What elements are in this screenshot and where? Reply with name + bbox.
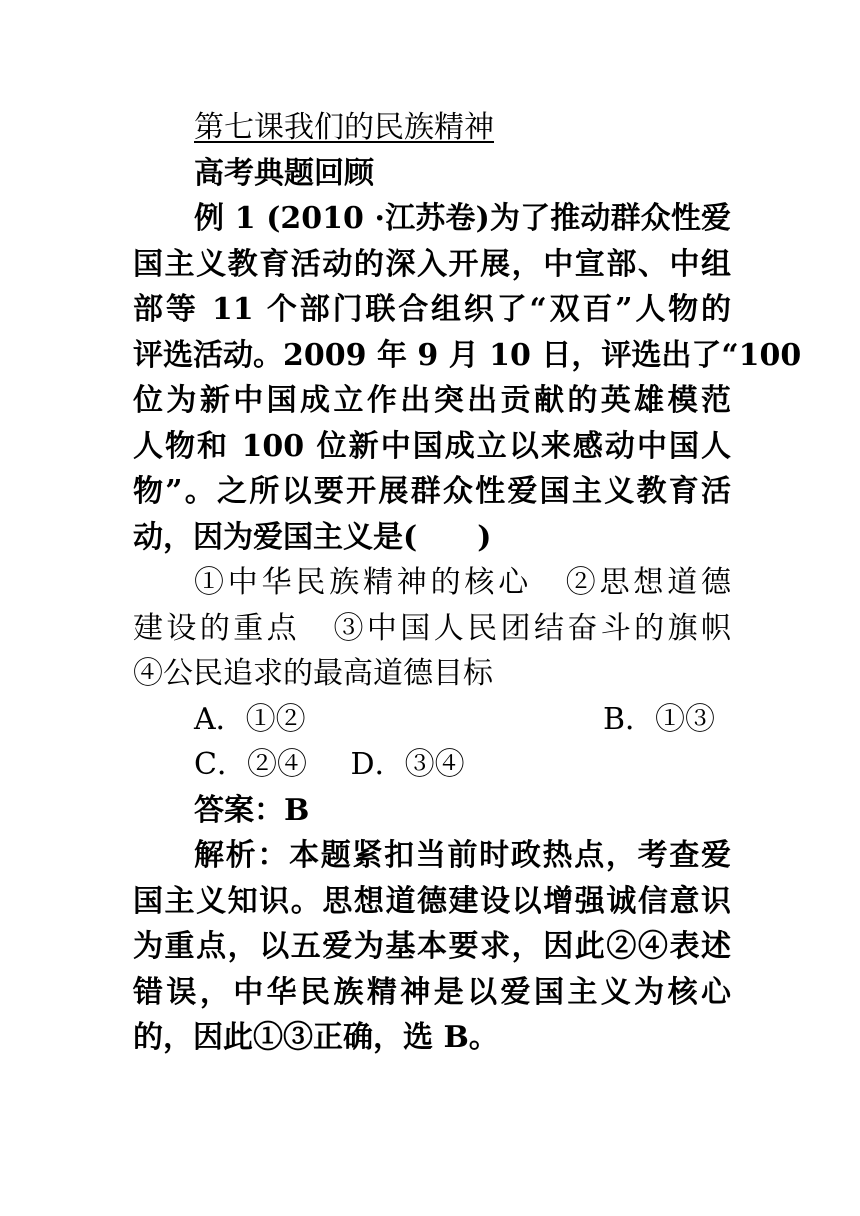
option-d: D．③④ [350,747,465,782]
analysis-block [133,833,731,1061]
question-line: 评选活动。2009 年 9 月 10 日，评选出了“100 [133,337,802,373]
question-line: 部等 11 个部门联合组织了“双百”人物的 [133,292,731,327]
analysis-text: 本题紧扣当前时政热点，考查爱 [289,838,731,873]
answer-value: B [284,792,310,828]
question-line: 物”。之所以要开展群众性爱国主义教育活 [133,474,731,509]
question-line: 位为新中国成立作出突出贡献的英雄模范 [133,383,731,418]
answer-line [133,788,731,834]
section-heading: 高考典题回顾 [194,155,374,191]
statement-line: 建设的重点 ③中国人民团结奋斗的旗帜 [133,610,731,646]
options-row-ab [133,697,731,743]
analysis-line: 的，因此①③正确，选 B。 [133,1020,499,1055]
question-block [133,196,802,560]
statement-line: ①中华民族精神的核心 ②思想道德 [194,565,731,600]
lesson-title: 第七课我们的民族精神 [194,110,494,145]
question-line: 国主义教育活动的深入开展，中宣部、中组 [133,246,731,282]
analysis-label: 解析： [194,838,290,873]
analysis-line: 错误，中华民族精神是以爱国主义为核心 [133,974,731,1010]
option-b: B．①③ [602,701,715,737]
question-line: 人物和 100 位新中国成立以来感动中国人 [133,428,731,464]
statements-block [133,560,731,697]
analysis-line: 国主义知识。思想道德建设以增强诚信意识 [133,883,731,919]
analysis-line: 为重点，以五爱为基本要求，因此②④表述 [133,929,731,964]
analysis-line [133,833,731,879]
options-row-cd [133,742,731,788]
question-line: 例 1 (2010 ·江苏卷)为了推动群众性爱 [194,201,731,236]
document-page [133,105,802,1061]
option-a: A．①② [194,701,306,737]
question-line: 动，因为爱国主义是( ) [133,519,492,555]
answer-label: 答案： [194,792,284,828]
option-c: C．②④ [194,747,307,782]
statement-line: ④公民追求的最高道德目标 [133,656,493,691]
